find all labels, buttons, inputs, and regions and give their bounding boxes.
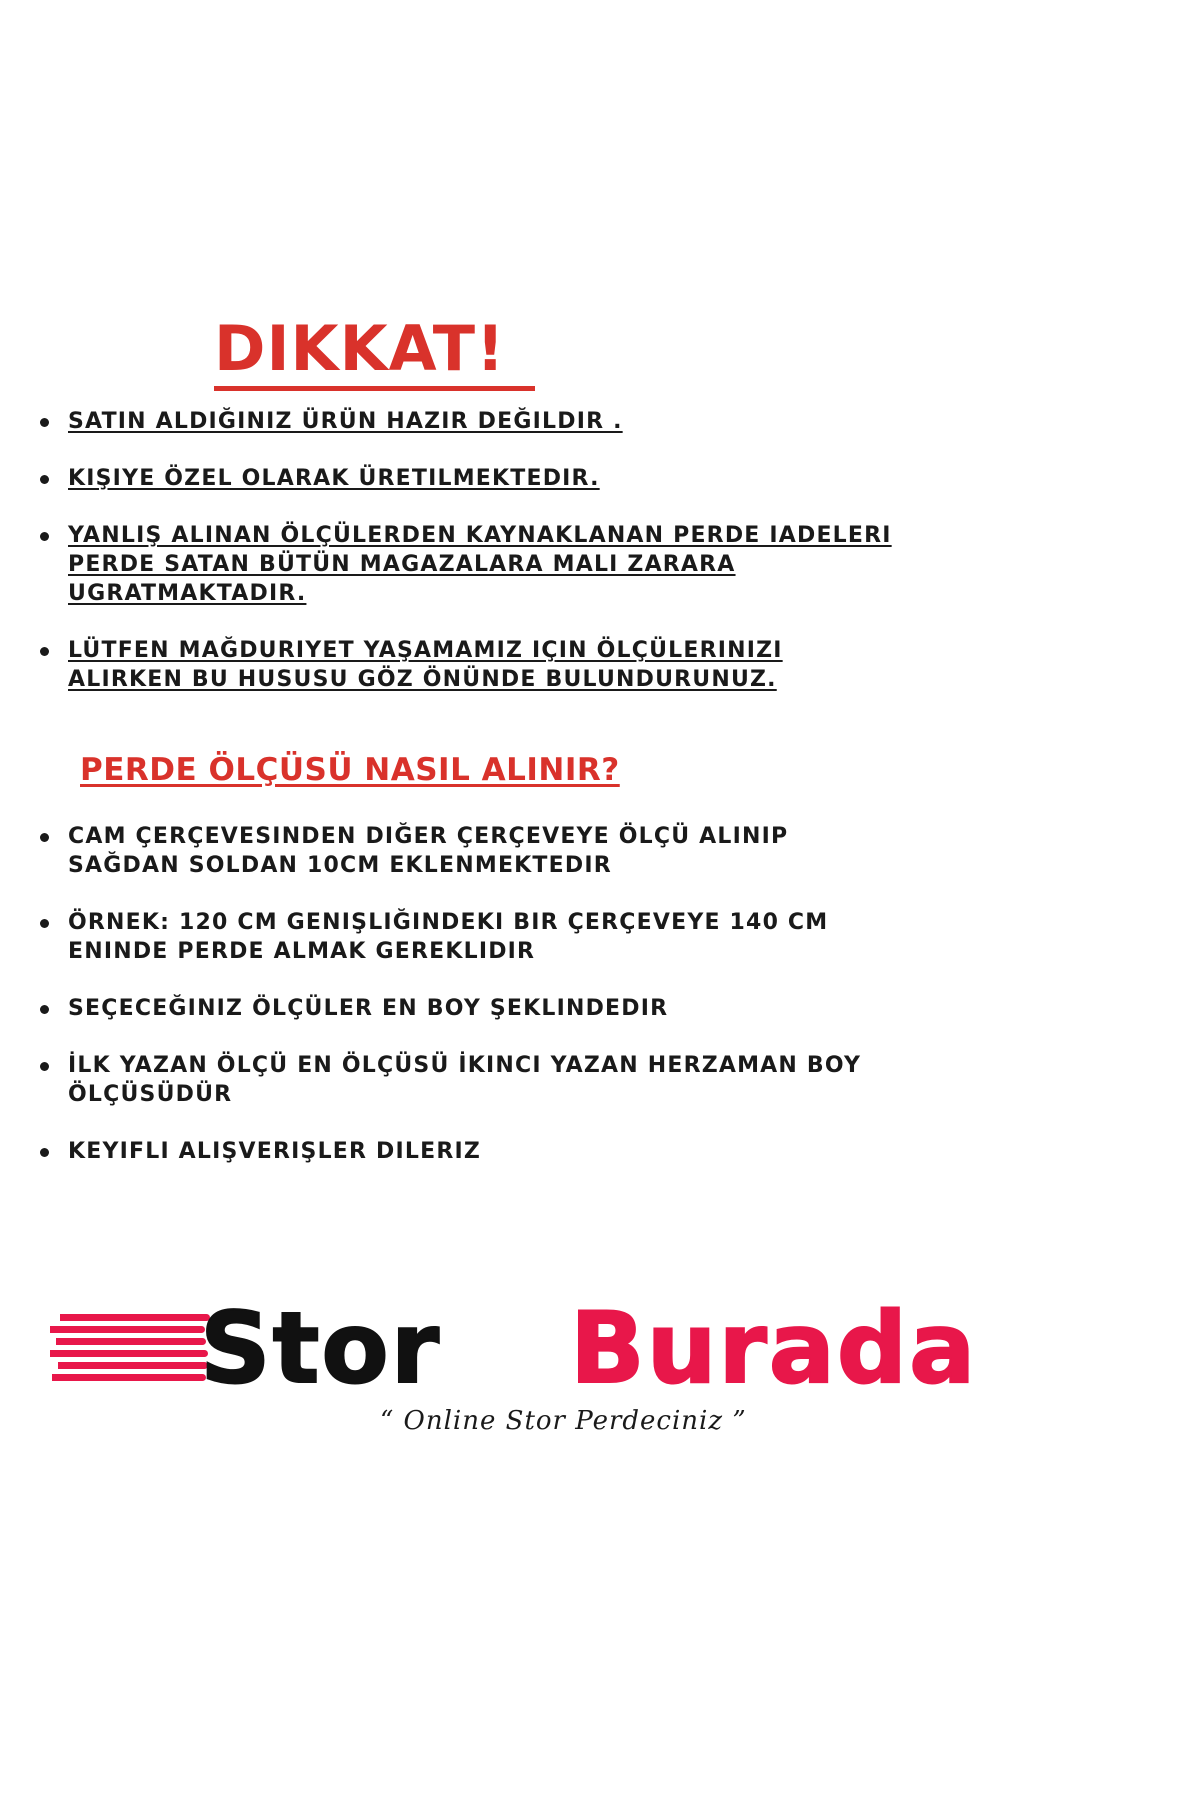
- warning-item: KIŞIYE ÖZEL OLARAK ÜRETILMEKTEDIR.: [36, 464, 896, 493]
- instruction-list: [36, 822, 896, 1194]
- logo-word-burada: Burada: [570, 1292, 978, 1406]
- instruction-item: KEYIFLI ALIŞVERIŞLER DILERIZ: [36, 1137, 896, 1166]
- warning-item: LÜTFEN MAĞDURIYET YAŞAMAMIZ IÇIN ÖLÇÜLERINIZI ALIRKEN BU HUSUSU GÖZ ÖNÜNDE BULUNDURUNUZ.: [36, 636, 896, 694]
- instruction-item: ÖRNEK: 120 CM GENIŞLIĞINDEKI BIR ÇERÇEVEYE 140 CM ENINDE PERDE ALMAK GEREKLIDIR: [36, 908, 896, 966]
- warning-list: [36, 407, 896, 722]
- warning-item: YANLIŞ ALINAN ÖLÇÜLERDEN KAYNAKLANAN PERDE IADELERI PERDE SATAN BÜTÜN MAGAZALARA MALI ZARARA UGRATMAKTADIR.: [36, 521, 896, 608]
- storburada-logo: [50, 1292, 1150, 1436]
- speed-stripes-icon: [50, 1314, 210, 1384]
- instruction-item: SEÇECEĞINIZ ÖLÇÜLER EN BOY ŞEKLINDEDIR: [36, 994, 896, 1023]
- logo-tagline: “ Online Stor Perdeciniz ”: [380, 1406, 747, 1436]
- instruction-item: CAM ÇERÇEVESINDEN DIĞER ÇERÇEVEYE ÖLÇÜ ALINIP SAĞDAN SOLDAN 10CM EKLENMEKTEDIR: [36, 822, 896, 880]
- instruction-item: İLK YAZAN ÖLÇÜ EN ÖLÇÜSÜ İKINCI YAZAN HERZAMAN BOY ÖLÇÜSÜDÜR: [36, 1051, 896, 1109]
- logo-word-stor: Stor: [200, 1292, 442, 1406]
- measurement-heading: PERDE ÖLÇÜSÜ NASIL ALINIR?: [80, 752, 620, 788]
- warning-title: DIKKAT!: [214, 318, 535, 391]
- warning-item: SATIN ALDIĞINIZ ÜRÜN HAZIR DEĞILDIR .: [36, 407, 896, 436]
